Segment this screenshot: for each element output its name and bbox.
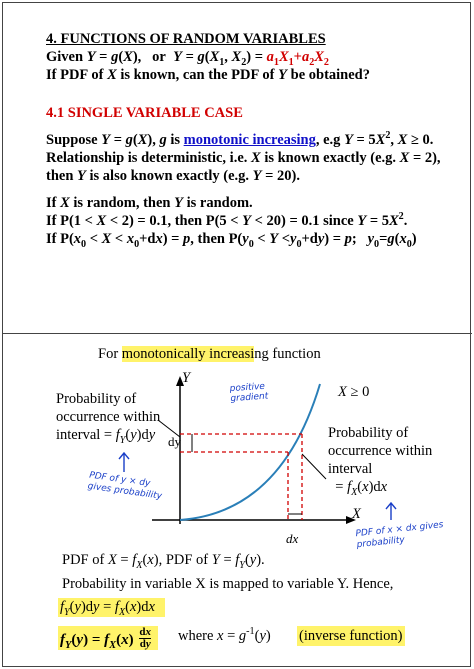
domain-condition: X ≥ 0 [338, 384, 370, 400]
bottom-slide [0, 334, 474, 668]
then-line: then Y is also known exactly (e.g. Y = 20). [46, 168, 300, 184]
monotonic-link[interactable]: monotonic increasing [183, 132, 316, 148]
random-line: If X is random, then Y is random. [46, 195, 253, 211]
where-line: where $x = g^{-1}(y)$ [178, 626, 271, 644]
slide-title: 4. FUNCTIONS OF RANDOM VARIABLES [46, 31, 326, 47]
hand-arrow-left [119, 453, 129, 472]
mapped-line: Probability in variable X is mapped to variable Y. Hence, [62, 576, 394, 592]
inverse-function: (inverse function) [299, 628, 403, 644]
linear-combination: $a_1X_1+a_2X_2$ [266, 49, 329, 68]
dy-label: dy [168, 434, 181, 449]
y-axis-label: Y [182, 370, 191, 386]
given-line: Given Y = g(X), or $Y = g(X_1$, $X_2) = a_1X_1+a_2X_2$ [46, 49, 329, 68]
hand-note-gradient: positive gradient [229, 381, 269, 405]
dx-label: dx [286, 531, 299, 546]
right-annotation: Probability of occurrence within interval = $f_X(x)dx$ [328, 425, 433, 498]
hand-arrow-right [386, 503, 396, 520]
top-slide [46, 30, 466, 248]
hand-note-right: PDF of x × dx gives probability [355, 520, 444, 551]
x-axis-label: X [352, 506, 361, 522]
prob-line: If P(1 < X < 2) = 0.1, then P(5 < Y < 20) = 0.1 since $Y = 5X^2$. [46, 211, 408, 229]
hand-note-left: PDF of y × dy gives probability [86, 470, 163, 502]
interval-guides [180, 434, 302, 520]
diagram-heading: For monotonically increasing function [98, 346, 321, 362]
left-annotation: Probability of occurrence within interval = $f_Y(y)dy$ [56, 391, 161, 446]
equation-2: $f_Y(y) = f_X(x)$ $\frac{dx}{dy}$ [60, 626, 152, 651]
question-line: If PDF of X is known, can the PDF of Y be obtained? [46, 67, 370, 83]
general-line: If $P(x_0 < X < x_0+dx) = p$, then $P(y_0 < Y <y_0+dy) = p$; $y_0=g(x_0)$ [46, 231, 417, 250]
pdf-line: PDF of $X = f_X(x)$, PDF of $Y = f_Y(y)$. [62, 552, 265, 571]
right-leader [302, 454, 326, 479]
heading-highlight: monotonically increasi [121, 346, 255, 362]
section-heading: 4.1 SINGLE VARIABLE CASE [46, 105, 243, 121]
relation-line: Relationship is deterministic, i.e. X is known exactly (e.g. X = 2), [46, 150, 441, 166]
suppose-line: Suppose Y = g(X), g is monotonic increasing, e.g $Y = 5X^2$, X ≥ 0. [46, 130, 434, 148]
equation-1: $f_Y(y)dy = f_X(x)dx$ [60, 599, 155, 618]
